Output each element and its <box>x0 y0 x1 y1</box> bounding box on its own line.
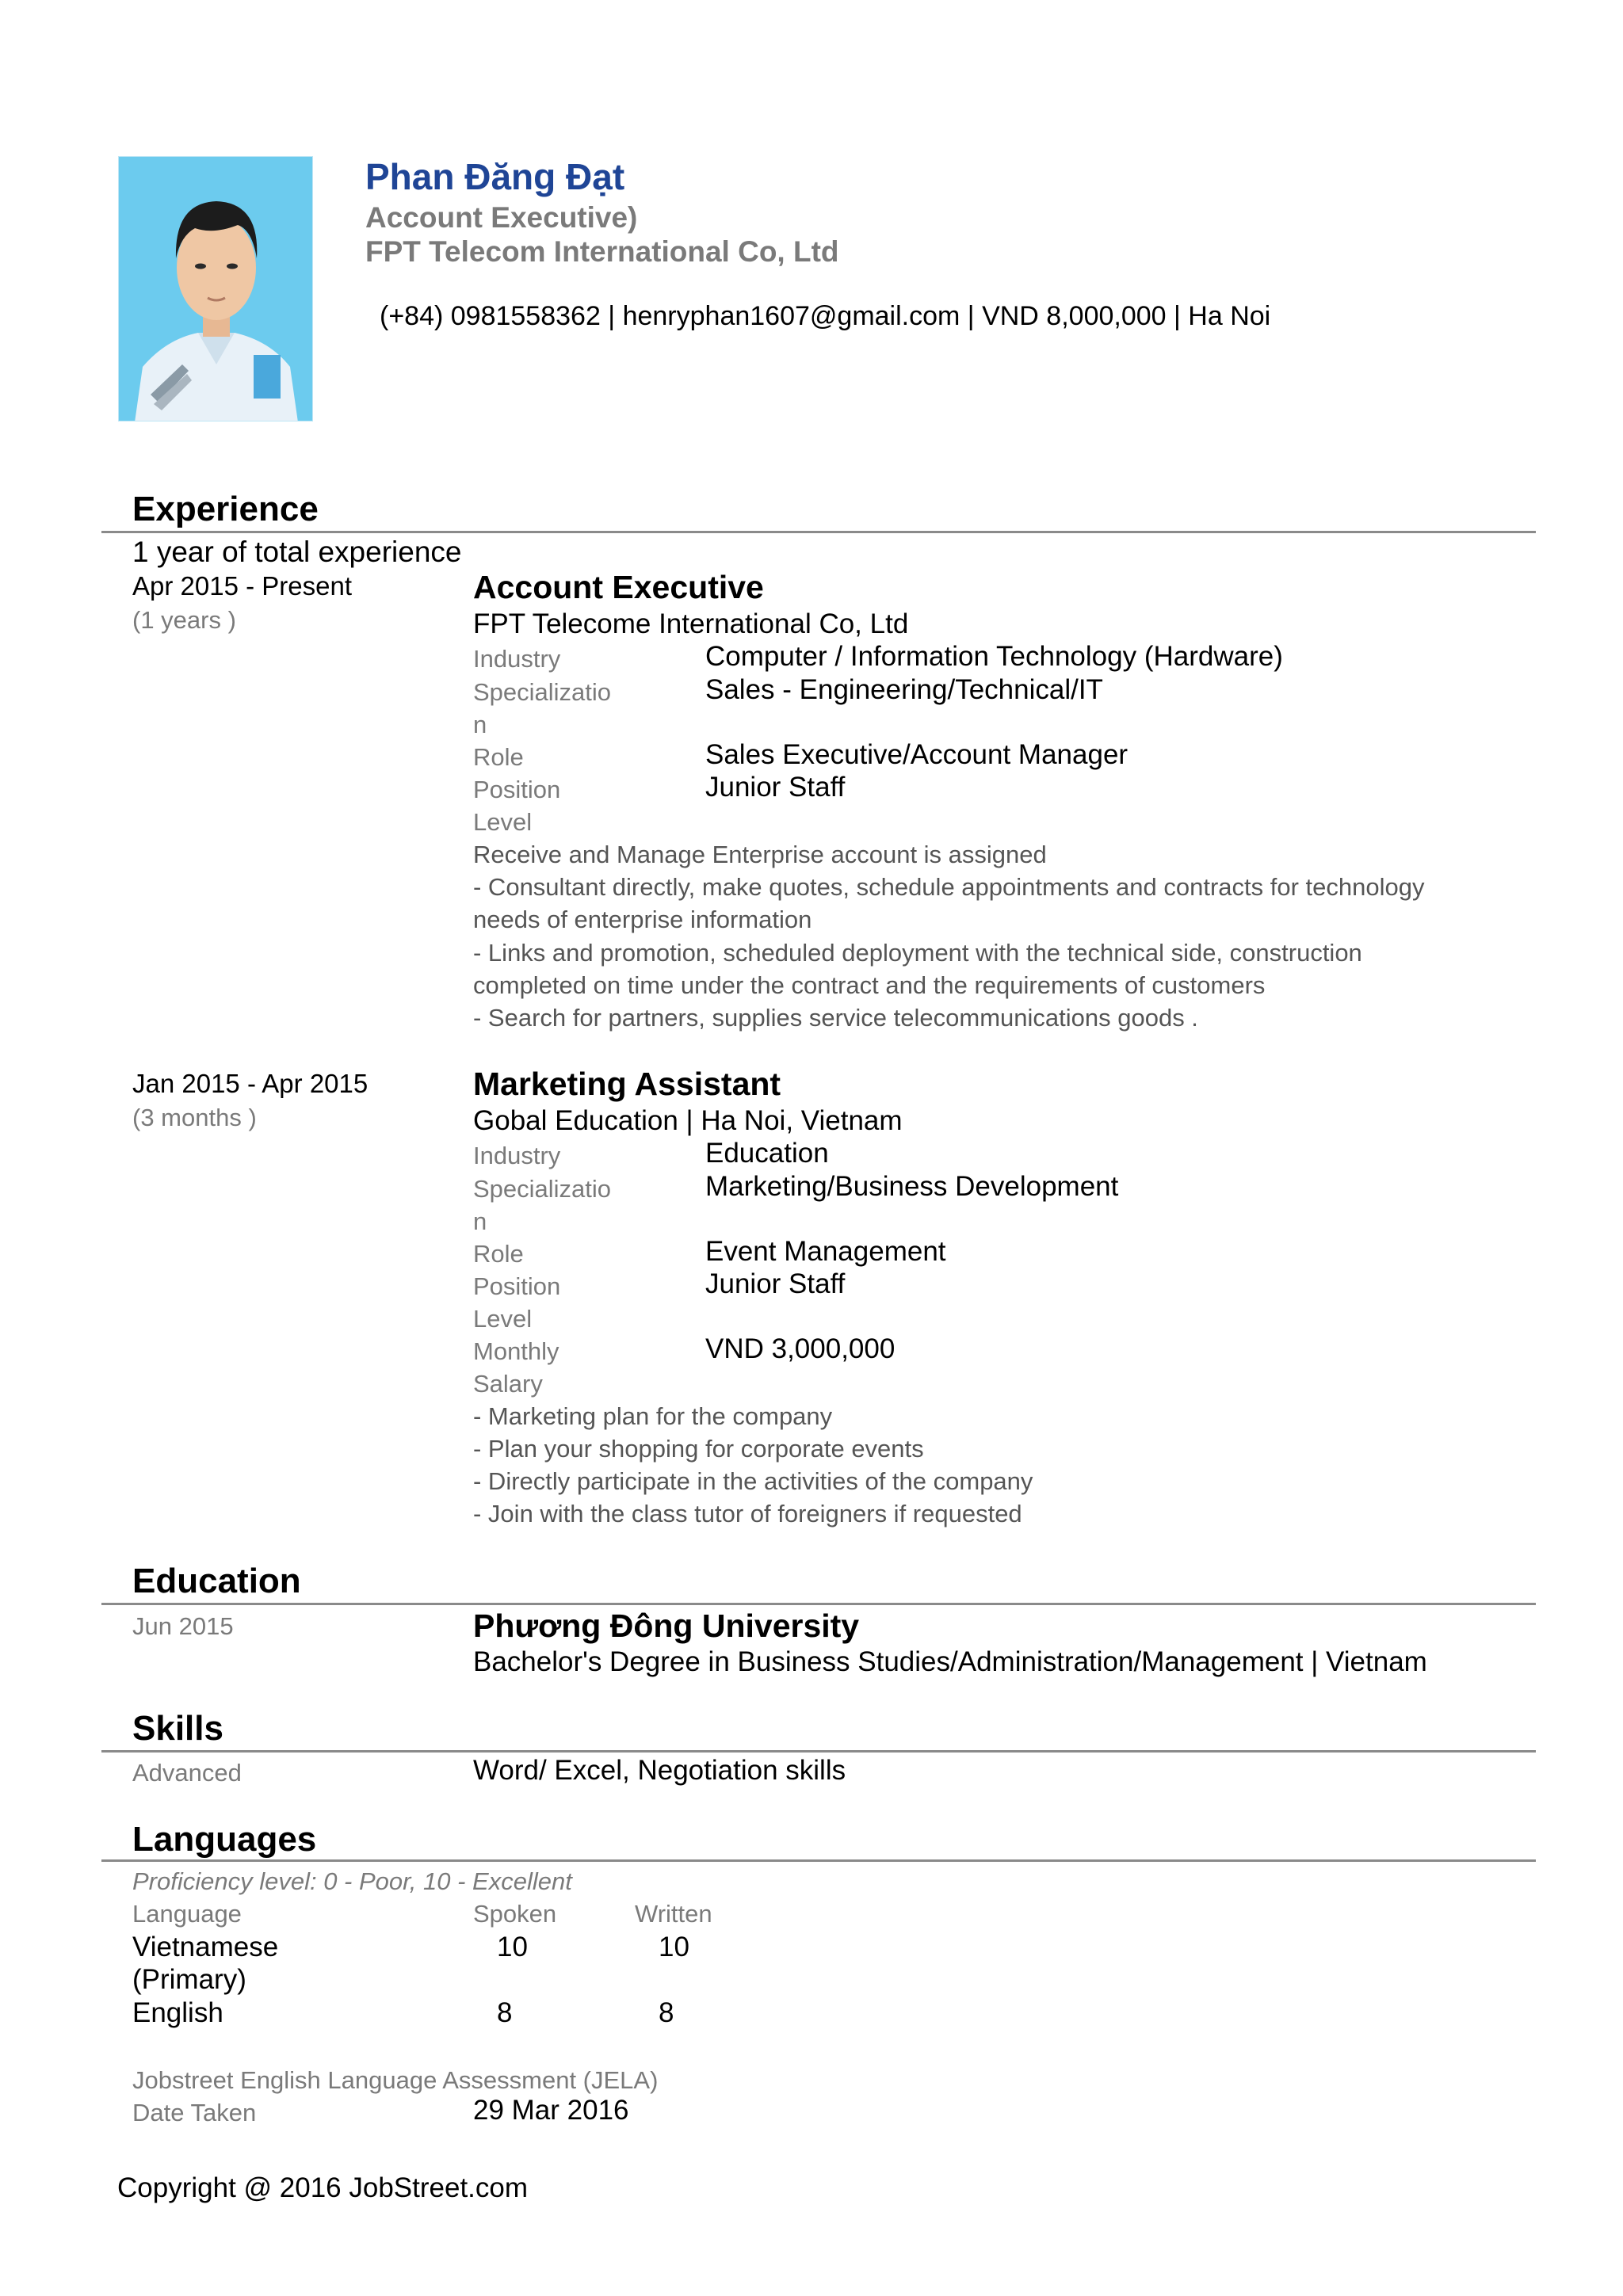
skills-divider <box>101 1750 1536 1753</box>
person-portrait-icon <box>119 157 313 421</box>
job-description-line: needs of enterprise information <box>473 906 812 933</box>
profile-photo <box>118 156 313 421</box>
field-value-role: Sales Executive/Account Manager <box>705 739 1128 770</box>
field-label-position-cont: Level <box>473 808 533 836</box>
field-label-specialization-cont: n <box>473 711 487 738</box>
language-spoken-score: 10 <box>497 1932 528 1962</box>
total-experience: 1 year of total experience <box>132 536 462 568</box>
date-taken-value: 29 Mar 2016 <box>473 2095 629 2126</box>
current-company: FPT Telecom International Co, Ltd <box>365 235 839 268</box>
field-label-industry: Industry <box>473 645 561 673</box>
job-title: Account Executive <box>473 569 764 605</box>
language-written-score: 10 <box>659 1932 689 1962</box>
language-name-note: (Primary) <box>132 1964 246 1995</box>
field-label-salary-cont: Salary <box>473 1370 543 1398</box>
field-value-role: Event Management <box>705 1236 946 1267</box>
field-value-position: Junior Staff <box>705 1268 846 1299</box>
field-label-role: Role <box>473 743 524 771</box>
job-description-line: Receive and Manage Enterprise account is assigned <box>473 841 1047 868</box>
field-label-position-cont: Level <box>473 1305 533 1333</box>
job-period: Jan 2015 - Apr 2015 <box>132 1069 369 1098</box>
experience-heading: Experience <box>132 490 319 528</box>
field-label-position: Position <box>473 776 561 803</box>
date-taken-label: Date Taken <box>132 2099 257 2126</box>
job-description-line: - Search for partners, supplies service telecommunications goods . <box>473 1004 1198 1032</box>
language-name: English <box>132 1997 223 2028</box>
job-description-line: - Join with the class tutor of foreigners if requested <box>473 1500 1022 1527</box>
job-description-line: - Plan your shopping for corporate events <box>473 1435 924 1463</box>
job-duration: (3 months ) <box>132 1104 257 1131</box>
column-header-language: Language <box>132 1900 242 1928</box>
skills-list: Word/ Excel, Negotiation skills <box>473 1755 846 1786</box>
jela-label: Jobstreet English Language Assessment (JELA) <box>132 2066 659 2094</box>
job-description-line: - Links and promotion, scheduled deployment with the technical side, construction <box>473 939 1362 967</box>
job-description-line: completed on time under the contract and the requirements of customers <box>473 971 1266 999</box>
education-school: Phương Đông University <box>473 1608 860 1644</box>
field-label-specialization-cont: n <box>473 1207 487 1235</box>
experience-divider <box>101 531 1536 533</box>
field-value-salary: VND 3,000,000 <box>705 1333 896 1364</box>
job-description-line: - Marketing plan for the company <box>473 1402 833 1430</box>
job-company: FPT Telecome International Co, Ltd <box>473 608 909 639</box>
job-description-line: - Consultant directly, make quotes, schedule appointments and contracts for technology <box>473 873 1425 901</box>
language-spoken-score: 8 <box>497 1997 513 2028</box>
field-label-role: Role <box>473 1240 524 1268</box>
field-value-position: Junior Staff <box>705 772 846 803</box>
field-label-position: Position <box>473 1272 561 1300</box>
field-value-industry: Education <box>705 1138 829 1169</box>
language-name: Vietnamese <box>132 1932 279 1962</box>
job-duration: (1 years ) <box>132 606 236 634</box>
candidate-name: Phan Đăng Đạt <box>365 156 625 197</box>
field-value-specialization: Marketing/Business Development <box>705 1171 1119 1202</box>
field-value-industry: Computer / Information Technology (Hardware) <box>705 641 1283 672</box>
education-divider <box>101 1603 1536 1605</box>
contact-line: (+84) 0981558362 | henryphan1607@gmail.com | VND 8,000,000 | Ha Noi <box>380 301 1271 331</box>
education-date: Jun 2015 <box>132 1612 234 1640</box>
skills-level: Advanced <box>132 1759 242 1787</box>
current-title: Account Executive) <box>365 201 638 234</box>
column-header-written: Written <box>635 1900 712 1928</box>
languages-heading: Languages <box>132 1820 317 1859</box>
field-label-industry: Industry <box>473 1142 561 1169</box>
field-label-salary: Monthly <box>473 1337 559 1365</box>
field-label-specialization: Specializatio <box>473 1175 612 1203</box>
proficiency-note: Proficiency level: 0 - Poor, 10 - Excellent <box>132 1867 572 1895</box>
field-label-specialization: Specializatio <box>473 678 612 706</box>
field-value-specialization: Sales - Engineering/Technical/IT <box>705 674 1103 705</box>
language-written-score: 8 <box>659 1997 674 2028</box>
job-company: Gobal Education | Ha Noi, Vietnam <box>473 1105 903 1136</box>
education-heading: Education <box>132 1562 301 1600</box>
copyright-footer: Copyright @ 2016 JobStreet.com <box>117 2172 529 2203</box>
column-header-spoken: Spoken <box>473 1900 557 1928</box>
job-period: Apr 2015 - Present <box>132 571 352 601</box>
languages-divider <box>101 1859 1536 1862</box>
skills-heading: Skills <box>132 1709 223 1748</box>
education-degree: Bachelor's Degree in Business Studies/Administration/Management | Vietnam <box>473 1646 1427 1677</box>
job-description-line: - Directly participate in the activities of the company <box>473 1467 1033 1495</box>
job-title: Marketing Assistant <box>473 1066 781 1102</box>
